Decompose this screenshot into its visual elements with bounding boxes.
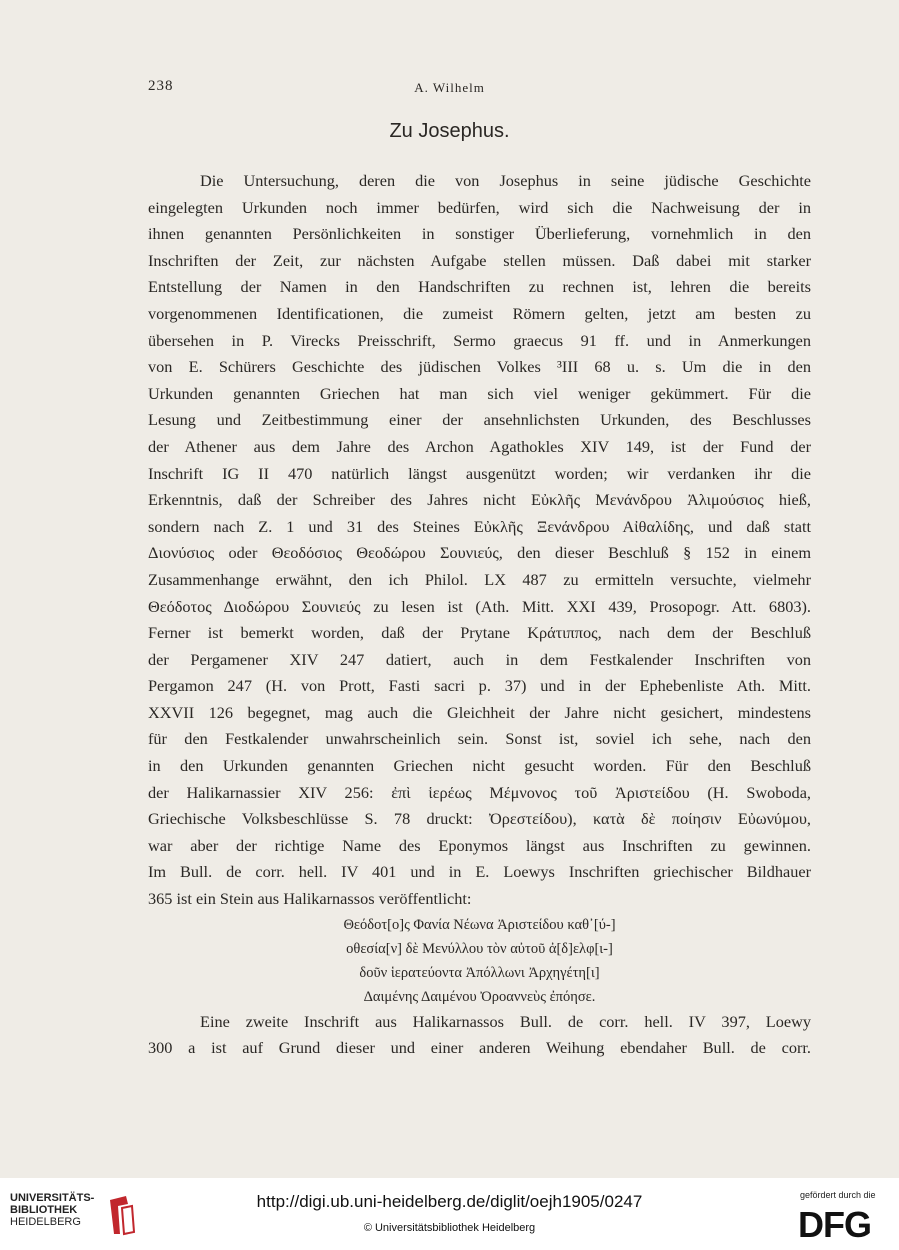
text-line: vorgenommenen Identificationen, die zumeist Römern gelten, jetzt am besten zu — [148, 303, 811, 323]
text-line: Erkenntnis, daß der Schreiber des Jahres nicht Εὐκλῆς Μενάνδρου Ἀλιμούσιος hieß, — [148, 490, 811, 510]
footer-bar — [0, 1178, 899, 1250]
text-line: Inschrift IG II 470 natürlich längst ausgenützt worden; wir verdanken ihr die — [148, 463, 811, 483]
body-text — [148, 168, 811, 1062]
text-line: Urkunden genannten Griechen hat man sich viel weniger gekümmert. Für die — [148, 383, 811, 403]
library-name-line: BIBLIOTHEK — [10, 1204, 78, 1216]
text-line: 300 a ist auf Grund dieser und einer anderen Weihung ebendaher Bull. de corr. — [148, 1038, 811, 1058]
running-head: A. Wilhelm — [414, 80, 485, 95]
text-line: sondern nach Z. 1 und 31 des Steines Εὐκλῆς Ξενάνδρου Αἰθαλίδης, und daß statt — [148, 516, 811, 536]
text-line: Διονύσιος oder Θεοδόσιος Θεοδώρου Σουνιεύς, den dieser Beschluß § 152 in einem — [148, 543, 811, 563]
text-line: in den Urkunden genannten Griechen nicht gesucht worden. Für den Beschluß — [148, 756, 811, 776]
inscription-line: οθεσία[ν] δὲ Μενύλλου τὸν αὐτοῦ ἀ[δ]ελφ[ι-] — [346, 940, 613, 957]
text-line: Θεόδοτος Διοδώρου Σουνιεύς zu lesen ist (Ath. Mitt. XXI 439, Prosopogr. Att. 6803). — [148, 596, 811, 616]
permalink-url[interactable]: http://digi.ub.uni-heidelberg.de/diglit/oejh1905/0247 — [256, 1192, 643, 1211]
dfg-logo[interactable]: DFG — [798, 1204, 871, 1245]
text-line: Die Untersuchung, deren die von Josephus in seine jüdische Geschichte — [200, 171, 811, 190]
funding-caption: gefördert durch die — [800, 1190, 876, 1200]
inscription-line: Θεόδοτ[ο]ς Φανία Νέωνα Ἀριστείδου καθ᾽[ύ-] — [343, 916, 616, 933]
text-line: XXVII 126 begegnet, mag auch die Gleichheit der Jahre nicht gesichert, mindestens — [148, 702, 811, 722]
text-line: für den Festkalender unwahrscheinlich sein. Sonst ist, soviel ich sehe, nach den — [148, 729, 811, 749]
text-line: Im Bull. de corr. hell. IV 401 und in E. Loewys Inschriften griechischer Bildhauer — [148, 862, 811, 882]
library-name-line: UNIVERSITÄTS- — [10, 1192, 95, 1204]
text-line: Ferner ist bemerkt worden, daß der Prytane Κράτιππος, nach dem der Beschluß — [148, 623, 811, 643]
copyright-notice: © Universitätsbibliothek Heidelberg — [363, 1222, 536, 1234]
article-title: Zu Josephus. — [389, 120, 510, 142]
text-line: war aber der richtige Name des Eponymos längst aus Inschriften zu gewinnen. — [148, 835, 811, 855]
inscription-line: δοῦν ἱερατεύοντα Ἀπόλλωνι Ἀρχηγέτη[ι] — [359, 964, 600, 981]
text-line: Inschriften der Zeit, zur nächsten Aufgabe stellen müssen. Daß dabei mit starker — [148, 250, 811, 270]
text-line: 365 ist ein Stein aus Halikarnassos veröffentlicht: — [148, 889, 472, 909]
text-line: Pergamon 247 (H. von Prott, Fasti sacri p. 37) und in der Ephebenliste Ath. Mitt. — [148, 676, 811, 696]
text-line: Lesung und Zeitbestimmung einer der ansehnlichsten Urkunden, des Beschlusses — [148, 410, 811, 430]
library-name-line: HEIDELBERG — [10, 1216, 81, 1228]
text-line: ihnen genannten Persönlichkeiten in sonstiger Überlieferung, vornehmlich in den — [148, 224, 811, 244]
text-line: Griechische Volksbeschlüsse S. 78 druckt: Ὀρεστείδου), κατὰ δὲ ποίησιν Εὐωνύμου, — [148, 809, 811, 829]
text-line: Eine zweite Inschrift aus Halikarnassos Bull. de corr. hell. IV 397, Loewy — [200, 1011, 811, 1031]
text-line: übersehen in P. Virecks Preisschrift, Sermo graecus 91 ff. und in Anmerkungen — [148, 330, 811, 350]
text-line: Entstellung der Namen in den Handschriften zu rechnen ist, lehren die bereits — [148, 277, 811, 297]
page-number: 238 — [148, 78, 174, 94]
text-line: der Halikarnassier XIV 256: ἐπὶ ἱερέως Μέμνονος τοῦ Ἀριστείδου (H. Swoboda, — [148, 782, 811, 802]
inscription-line: Δαιμένης Δαιμένου Ὀροαννεὺς ἐπόησε. — [363, 988, 596, 1005]
text-line: der Athener aus dem Jahre des Archon Agathokles XIV 149, ist der Fund der — [148, 436, 811, 456]
text-line: Zusammenhange erwähnt, den ich Philol. LX 487 zu ermitteln versuchte, vielmehr — [148, 569, 811, 589]
text-line: eingelegten Urkunden noch immer bedürfen, wird sich die Nachweisung der in — [148, 197, 811, 217]
text-line: von E. Schürers Geschichte des jüdischen Volkes ³III 68 u. s. Um die in den — [148, 357, 811, 377]
text-line: der Pergamener XIV 247 datiert, auch in dem Festkalender Inschriften von — [148, 649, 811, 669]
